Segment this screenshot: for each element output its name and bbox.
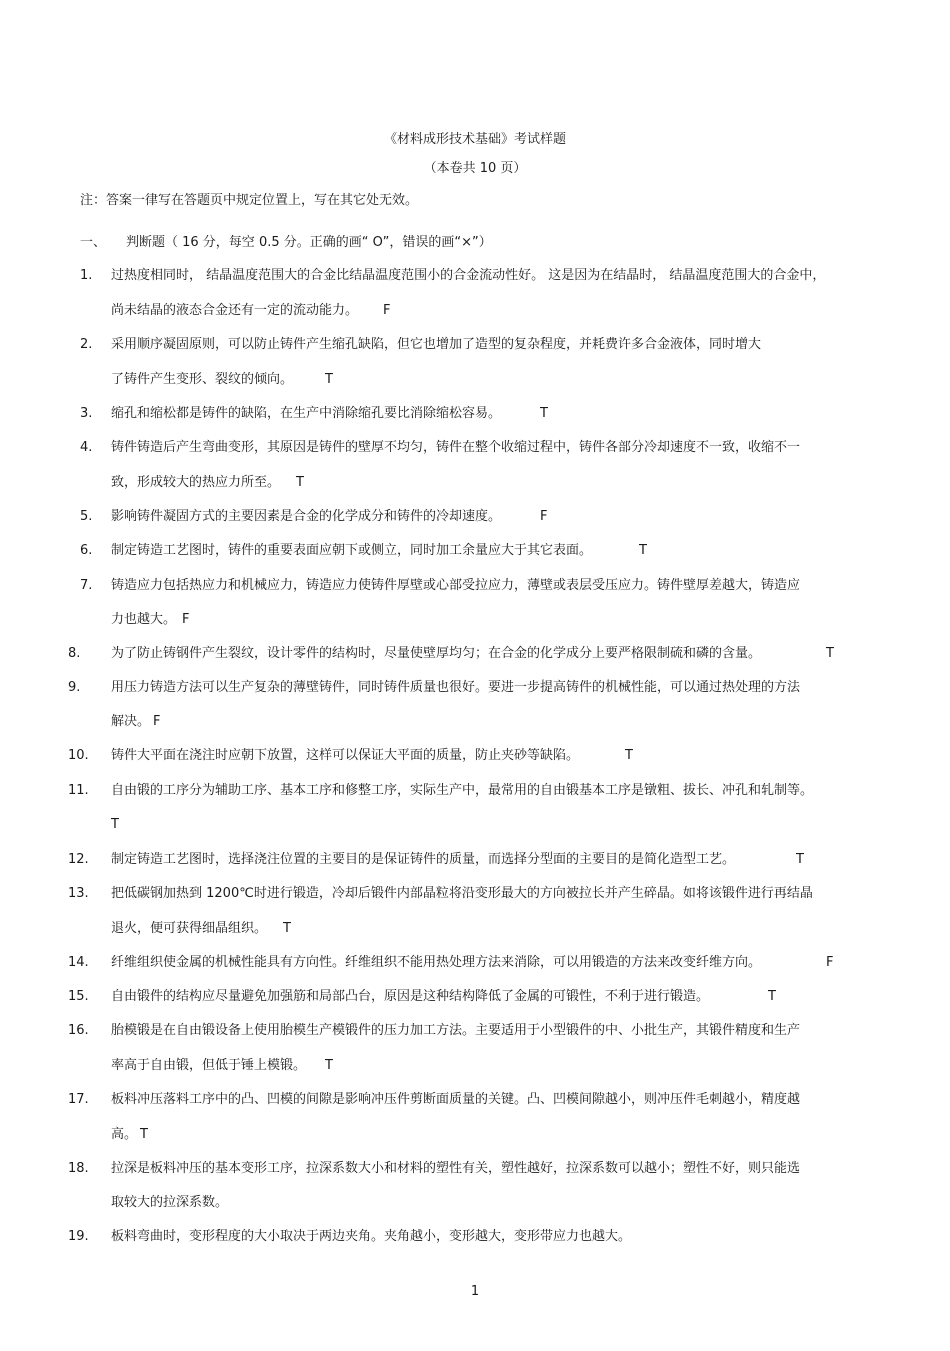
question-text-continued: 致，形成较大的热应力所至。	[111, 475, 281, 490]
page-number: 1	[470, 1284, 480, 1299]
question-number: 5.	[80, 509, 93, 524]
question-text-continued: 取较大的拉深系数。	[111, 1195, 229, 1210]
question-number: 9.	[68, 680, 81, 695]
question-text: 铸造应力包括热应力和机械应力，铸造应力使铸件厚壁或心部受拉应力，薄壁或表层受压应力。铸件壁厚差越大，铸造应	[111, 578, 801, 593]
answer-instruction: 注：答案一律写在答题页中规定位置上，写在其它处无效。	[80, 193, 419, 208]
question-text: 拉深是板料冲压的基本变形工序，拉深系数大小和材料的塑性有关，塑性越好，拉深系数可以越小；塑性不好，则只能选	[111, 1161, 801, 1176]
question-number: 10.	[68, 748, 89, 763]
question-text-continued: 退火，便可获得细晶组织。	[111, 921, 268, 936]
question-text: 采用顺序凝固原则，可以防止铸件产生缩孔缺陷，但它也增加了造型的复杂程度，并耗费许多合金液体，同时增大	[111, 337, 762, 352]
question-text: 为了防止铸钢件产生裂纹，设计零件的结构时，尽量使壁厚均匀；在合金的化学成分上要严格限制硫和磷的含量。	[111, 646, 762, 661]
question-text-continued: 解决。	[111, 714, 151, 729]
question-answer: T	[540, 406, 548, 421]
question-text: 把低碳钢加热到 1200℃时进行锻造，冷却后锻件内部晶粒将沿变形最大的方向被拉长并产生碎晶。如将该锻件进行再结晶	[111, 886, 813, 901]
question-answer: T	[283, 921, 291, 936]
question-answer: F	[826, 955, 834, 970]
question-text: 过热度相同时， 结晶温度范围大的合金比结晶温度范围小的合金流动性好。 这是因为在结晶时， 结晶温度范围大的合金中，	[111, 268, 826, 283]
question-text: 用压力铸造方法可以生产复杂的薄壁铸件，同时铸件质量也很好。要进一步提高铸件的机械性能，可以通过热处理的方法	[111, 680, 801, 695]
question-answer: F	[540, 509, 548, 524]
question-number: 15.	[68, 989, 89, 1004]
question-number: 4.	[80, 440, 93, 455]
question-number: 7.	[80, 578, 93, 593]
question-text: 影响铸件凝固方式的主要因素是合金的化学成分和铸件的冷却速度。	[111, 509, 502, 524]
question-text: 自由锻的工序分为辅助工序、基本工序和修整工序，实际生产中，最常用的自由锻基本工序是镦粗、拔长、冲孔和轧制等。	[111, 783, 814, 798]
question-answer: T	[296, 475, 304, 490]
question-answer: T	[768, 989, 776, 1004]
question-text: 胎模锻是在自由锻设备上使用胎模生产模锻件的压力加工方法。主要适用于小型锻件的中、小批生产，其锻件精度和生产	[111, 1023, 801, 1038]
question-text: 铸件铸造后产生弯曲变形，其原因是铸件的壁厚不均匀，铸件在整个收缩过程中，铸件各部分冷却速度不一致，收缩不一	[111, 440, 801, 455]
question-answer: T	[325, 1058, 333, 1073]
section-number: 一、	[80, 235, 107, 250]
question-answer: F	[182, 612, 190, 627]
question-number: 6.	[80, 543, 93, 558]
question-number: 8.	[68, 646, 81, 661]
question-number: 12.	[68, 852, 89, 867]
question-text: 铸件大平面在浇注时应朝下放置，这样可以保证大平面的质量，防止夹砂等缺陷。	[111, 748, 580, 763]
question-text-continued: 尚未结晶的液态合金还有一定的流动能力。	[111, 303, 359, 318]
section-heading: 判断题（ 16 分，每空 0.5 分。正确的画“ O”，错误的画“×”）	[126, 235, 492, 250]
question-text-continued: 力也越大。	[111, 612, 177, 627]
question-text: 板料冲压落料工序中的凸、凹模的间隙是影响冲压件剪断面质量的关键。凸、凹模间隙越小，则冲压件毛刺越小，精度越	[111, 1092, 801, 1107]
question-answer: T	[625, 748, 633, 763]
question-number: 17.	[68, 1092, 89, 1107]
question-text: 制定铸造工艺图时，选择浇注位置的主要目的是保证铸件的质量，而选择分型面的主要目的是简化造型工艺。	[111, 852, 736, 867]
question-answer: T	[826, 646, 834, 661]
question-number: 13.	[68, 886, 89, 901]
question-number: 16.	[68, 1023, 89, 1038]
question-answer: F	[153, 714, 161, 729]
question-number: 11.	[68, 783, 89, 798]
question-answer: T	[111, 817, 119, 832]
question-answer: F	[383, 303, 391, 318]
question-text: 缩孔和缩松都是铸件的缺陷，在生产中消除缩孔要比消除缩松容易。	[111, 406, 502, 421]
question-text: 板料弯曲时，变形程度的大小取决于两边夹角。夹角越小，变形越大，变形带应力也越大。	[111, 1229, 632, 1244]
question-number: 1.	[80, 268, 93, 283]
question-answer: T	[325, 372, 333, 387]
question-answer: T	[140, 1127, 148, 1142]
question-number: 14.	[68, 955, 89, 970]
question-text: 纤维组织使金属的机械性能具有方向性。纤维组织不能用热处理方法来消除，可以用锻造的方法来改变纤维方向。	[111, 955, 762, 970]
question-number: 19.	[68, 1229, 89, 1244]
question-answer: T	[796, 852, 804, 867]
question-number: 18.	[68, 1161, 89, 1176]
question-number: 2.	[80, 337, 93, 352]
question-number: 3.	[80, 406, 93, 421]
question-answer: T	[639, 543, 647, 558]
page-count-note: （本卷共 10 页）	[423, 161, 527, 176]
question-text: 自由锻件的结构应尽量避免加强筋和局部凸台，原因是这种结构降低了金属的可锻性，不利于进行锻造。	[111, 989, 710, 1004]
question-text-continued: 了铸件产生变形、裂纹的倾向。	[111, 372, 294, 387]
question-text-continued: 率高于自由锻，但低于锤上模锻。	[111, 1058, 307, 1073]
question-text: 制定铸造工艺图时，铸件的重要表面应朝下或侧立，同时加工余量应大于其它表面。	[111, 543, 593, 558]
question-text-continued: 高。	[111, 1127, 138, 1142]
page-title: 《材料成形技术基础》考试样题	[383, 132, 566, 147]
